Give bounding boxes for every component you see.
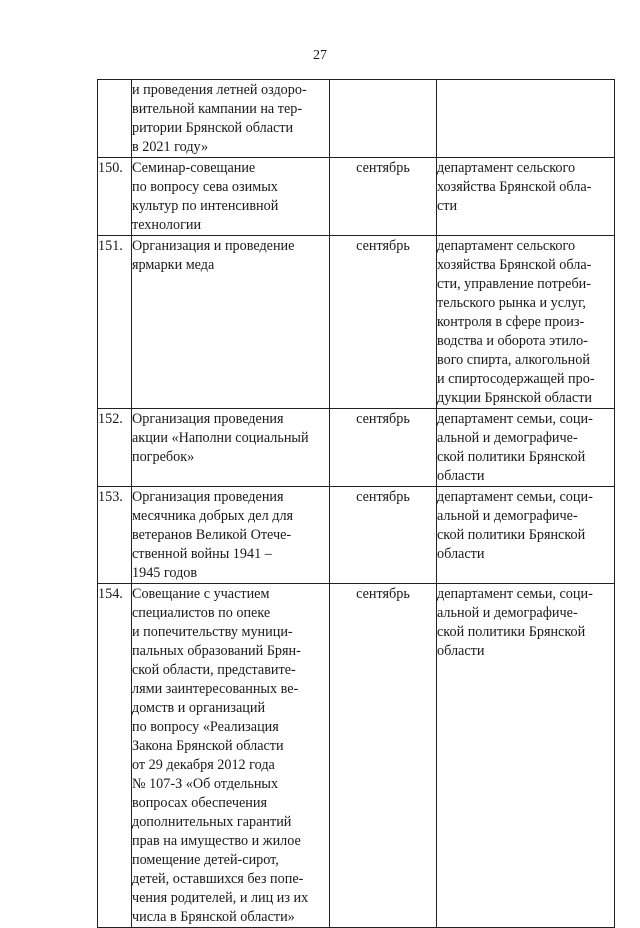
row-number-cell [98,236,132,409]
table-row [98,80,615,158]
table-row [98,584,615,928]
event-text: Семинар-совещание по вопросу сева озимых культур по интенсивной технологии [132,160,279,233]
event-date: сентябрь [356,160,410,176]
date-cell [330,584,437,928]
page-number: 27 [313,48,327,63]
row-number-cell [98,80,132,158]
event-text: и проведения летней оздоро- вительной кампании на тер- ритории Брянской области в 2021 году» [132,82,307,155]
event-date [330,80,436,81]
row-number-cell [98,487,132,584]
responsible-cell [437,236,615,409]
event-text: Организация и проведение ярмарки меда [132,238,295,273]
table-row [98,409,615,487]
row-number-cell [98,584,132,928]
responsible-text: департамент семьи, соци- альной и демографиче- ской политики Брянской области [437,586,593,659]
row-number-cell [98,409,132,487]
responsible-text: департамент семьи, соци- альной и демографиче- ской политики Брянской области [437,411,593,484]
date-cell [330,236,437,409]
event-cell [132,487,330,584]
event-date: сентябрь [356,586,410,602]
event-cell [132,236,330,409]
row-number-cell [98,158,132,236]
table-row [98,487,615,584]
row-number: 153. [98,489,123,505]
responsible-cell [437,80,615,158]
event-cell [132,80,330,158]
event-text: Организация проведения месячника добрых дел для ветеранов Великой Отече- ственной войны 1941 – 1945 годов [132,489,294,581]
row-number: 150. [98,160,123,176]
row-number: 154. [98,586,123,602]
date-cell [330,158,437,236]
events-table [97,79,615,928]
date-cell [330,409,437,487]
responsible-cell [437,584,615,928]
event-text: Совещание с участием специалистов по опеке и попечительству муници- пальных образований Брян- ской области, представите- лями заинтересованных ве- домств и организаций по вопросу «Реализация Закона Брянской области от 29 декабря 2012 года № 107-З «Об отдельных вопросах обеспечения дополнительных гарантий прав на имущество и жилое помещение детей-сирот, детей, оставшихся без попе- чения родителей, и лиц из их числа в Брянской области» [132,586,309,925]
responsible-text: департамент сельского хозяйства Брянской обла- сти, управление потреби- тельского рынка и услуг, контроля в сфере произ- водства и оборота этило- вого спирта, алкогольной и спиртосодержащей про- дукции Брянской области [437,238,595,406]
responsible-text: департамент сельского хозяйства Брянской обла- сти [437,160,592,214]
date-cell [330,487,437,584]
event-cell [132,409,330,487]
responsible-cell [437,409,615,487]
row-number [98,80,131,81]
row-number: 151. [98,238,123,254]
row-number: 152. [98,411,123,427]
responsible-text: департамент семьи, соци- альной и демографиче- ской политики Брянской области [437,489,593,562]
event-date: сентябрь [356,411,410,427]
event-date: сентябрь [356,489,410,505]
event-text: Организация проведения акции «Наполни социальный погребок» [132,411,309,465]
event-date: сентябрь [356,238,410,254]
table-row [98,236,615,409]
table-row [98,158,615,236]
event-cell [132,158,330,236]
responsible-cell [437,158,615,236]
responsible-text [437,80,614,81]
event-cell [132,584,330,928]
date-cell [330,80,437,158]
responsible-cell [437,487,615,584]
